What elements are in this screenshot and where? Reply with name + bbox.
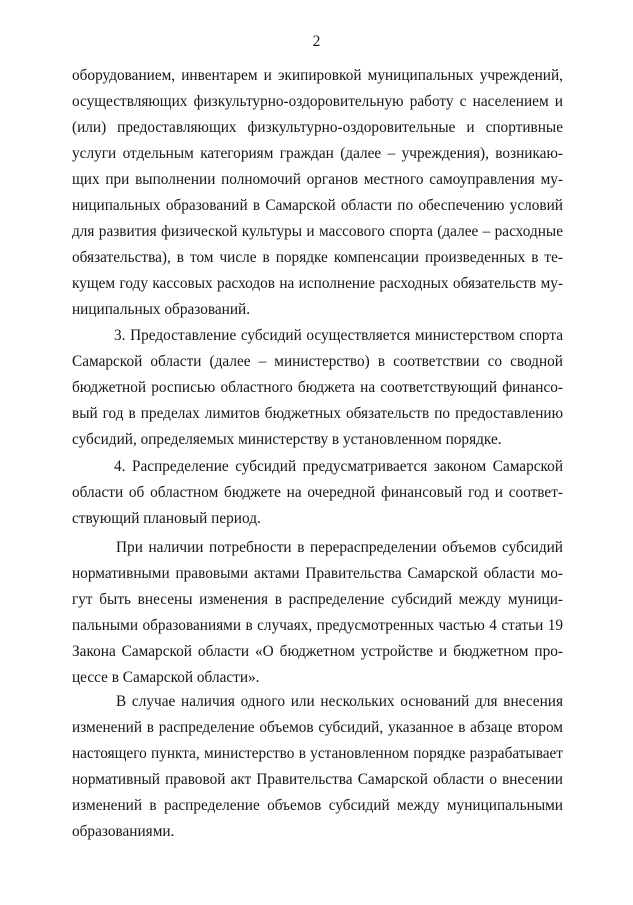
paragraph-grounds bbox=[72, 689, 563, 845]
text-line: щих при выполнении полномочий органов местного самоуправления му- bbox=[72, 171, 563, 188]
paragraph-continuation bbox=[72, 63, 563, 323]
text-line: субсидий, определяемых министерству в установленном порядке. bbox=[72, 431, 502, 448]
text-line: 3. Предоставление субсидий осуществляется министерством спорта bbox=[114, 327, 563, 344]
paragraph-item-4 bbox=[72, 454, 563, 532]
text-line: Самарской области (далее – министерство) в соответствии со сводной bbox=[72, 353, 563, 370]
text-line: обязательства), в том числе в порядке компенсации произведенных в те- bbox=[72, 249, 563, 266]
paragraph-redistribution bbox=[72, 535, 563, 691]
text-line: В случае наличия одного или нескольких оснований для внесения bbox=[116, 693, 563, 710]
text-line: нормативными правовыми актами Правительства Самарской области мо- bbox=[72, 565, 563, 582]
text-line: Закона Самарской области «О бюджетном устройстве и бюджетном про- bbox=[72, 643, 563, 660]
text-line: 4. Распределение субсидий предусматривается законом Самарской bbox=[114, 458, 563, 475]
text-line: цессе в Самарской области». bbox=[72, 669, 260, 686]
text-line: образованиями. bbox=[72, 823, 175, 840]
text-line: вый год в пределах лимитов бюджетных обязательств по предоставлению bbox=[72, 405, 563, 422]
text-line: бюджетной росписью областного бюджета на соответствующий финансо- bbox=[72, 379, 563, 396]
text-line: для развития физической культуры и массового спорта (далее – расходные bbox=[72, 223, 563, 240]
text-line: оборудованием, инвентарем и экипировкой муниципальных учреждений, bbox=[72, 67, 563, 84]
text-line: изменений в распределение объемов субсидий между муниципальными bbox=[72, 797, 563, 814]
text-line: пальными образованиями в случаях, предусмотренных частью 4 статьи 19 bbox=[72, 617, 563, 634]
text-line: области об областном бюджете на очередной финансовый год и соответ- bbox=[72, 484, 563, 501]
text-line: (или) предоставляющих физкультурно-оздоровительные и спортивные bbox=[72, 119, 563, 136]
text-line: ствующий плановый период. bbox=[72, 510, 261, 527]
page-number: 2 bbox=[312, 33, 321, 50]
text-line: гут быть внесены изменения в распределение субсидий между муници- bbox=[72, 591, 563, 608]
text-line: настоящего пункта, министерство в установленном порядке разрабатывает bbox=[72, 745, 563, 762]
text-line: ниципальных образований. bbox=[72, 301, 251, 318]
text-line: кущем году кассовых расходов на исполнение расходных обязательств му- bbox=[72, 275, 563, 292]
text-line: осуществляющих физкультурно-оздоровительную работу с населением и bbox=[72, 93, 563, 110]
text-line: ниципальных образований в Самарской области по обеспечению условий bbox=[72, 197, 563, 214]
text-line: изменений в распределение объемов субсидий, указанное в абзаце втором bbox=[72, 719, 563, 736]
text-line: нормативный правовой акт Правительства Самарской области о внесении bbox=[72, 771, 563, 788]
text-line: При наличии потребности в перераспределении объемов субсидий bbox=[116, 539, 563, 556]
paragraph-item-3 bbox=[72, 323, 563, 453]
text-line: услуги отдельным категориям граждан (далее – учреждения), возникаю- bbox=[72, 145, 563, 162]
